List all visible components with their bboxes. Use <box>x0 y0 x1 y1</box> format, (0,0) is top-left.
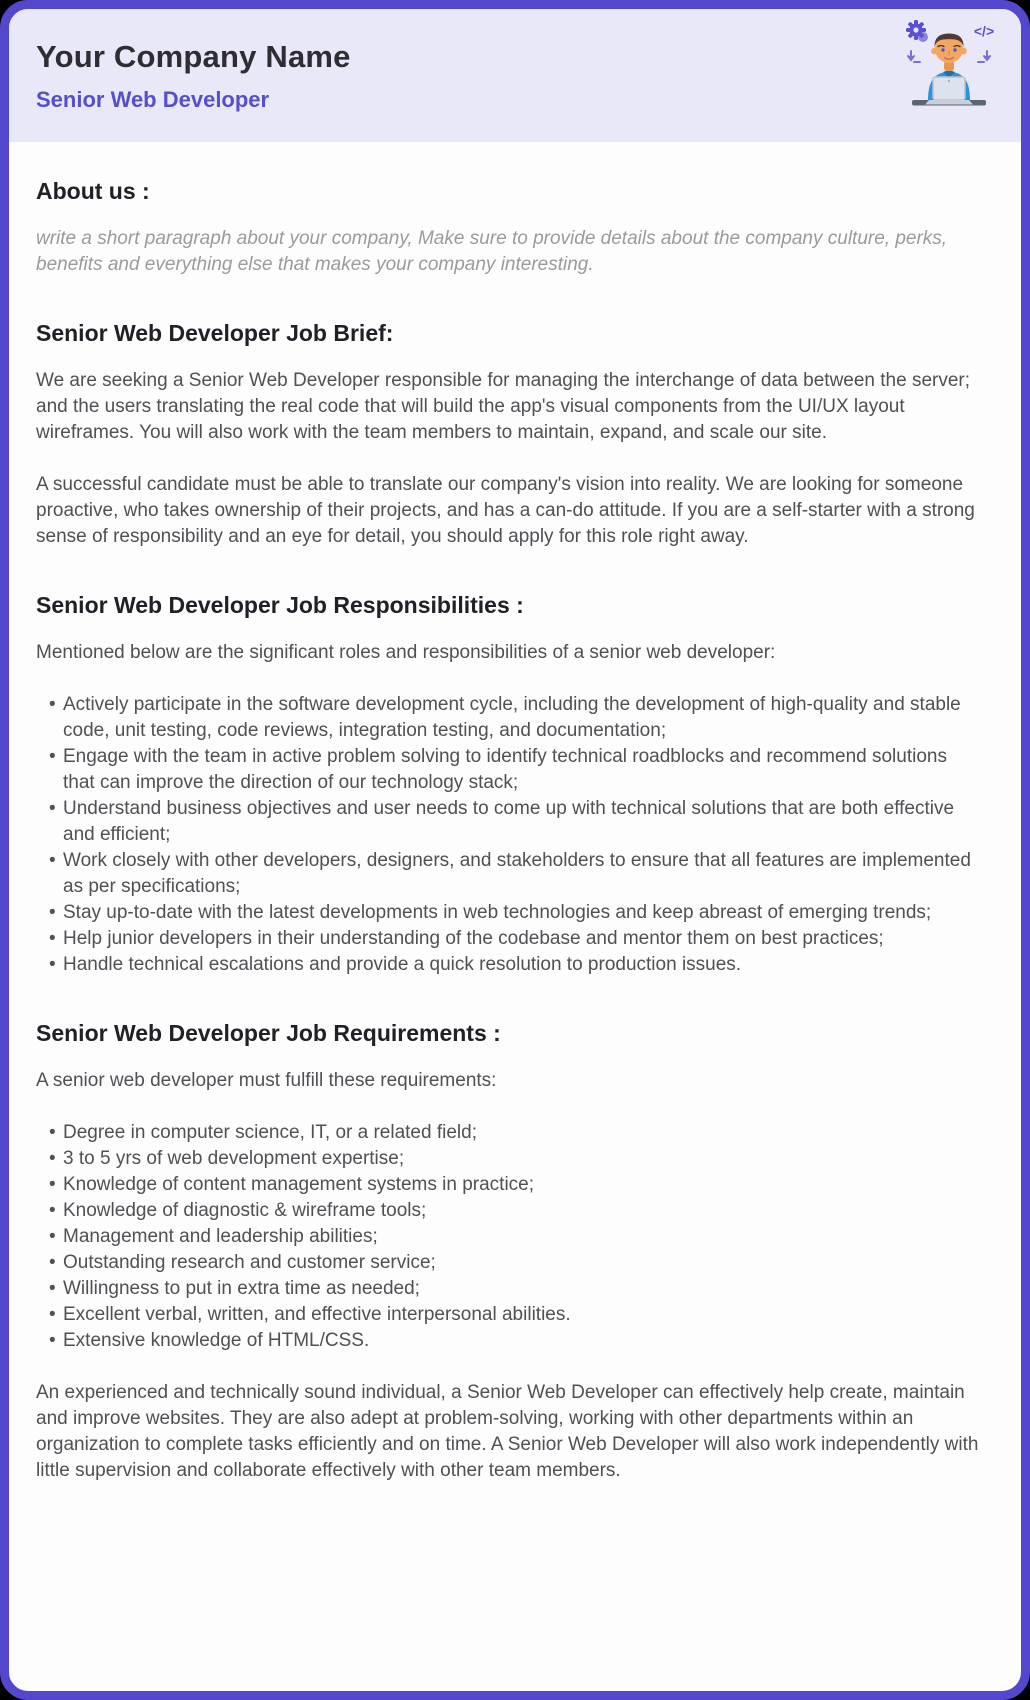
list-item: • Engage with the team in active problem solving to identify technical roadblocks and recommend solutions that can improve the direction of our technology stack; <box>36 744 979 796</box>
company-name: Your Company Name <box>36 39 351 74</box>
job-brief-heading: Senior Web Developer Job Brief: <box>36 320 394 346</box>
about-placeholder-text: write a short paragraph about your company, Make sure to provide details about the company culture, perks, benefits and everything else that makes your company interesting. <box>36 228 948 275</box>
list-item: • Understand business objectives and user needs to come up with technical solutions that are both effective and efficient; <box>36 796 979 848</box>
list-item: • Stay up-to-date with the latest developments in web technologies and keep abreast of emerging trends; <box>36 900 979 926</box>
list-item: • Work closely with other developers, designers, and stakeholders to ensure that all features are implemented as per specifications; <box>36 848 979 900</box>
responsibilities-intro: Mentioned below are the significant roles and responsibilities of a senior web developer: <box>36 642 776 663</box>
requirements-heading: Senior Web Developer Job Requirements : <box>36 1020 501 1046</box>
list-item: • Knowledge of diagnostic & wireframe tools; <box>36 1198 979 1224</box>
list-item: • Knowledge of content management systems in practice; <box>36 1172 979 1198</box>
job-brief-paragraph-2: A successful candidate must be able to translate our company's vision into reality. We are looking for someone proactive, who takes ownership of their projects, and has a can-do attitude. If you are a self-starter with a strong sense of responsibility and an eye for detail, you should apply for this role right away. <box>36 474 975 547</box>
about-heading: About us : <box>36 178 150 204</box>
job-title: Senior Web Developer <box>36 87 270 112</box>
list-item: • Outstanding research and customer service; <box>36 1250 979 1276</box>
header <box>9 9 1021 142</box>
responsibilities-heading: Senior Web Developer Job Responsibilities : <box>36 592 524 618</box>
svg-text:</>: </> <box>973 23 995 39</box>
requirements-intro: A senior web developer must fulfill these requirements: <box>36 1070 497 1091</box>
list-item: • Actively participate in the software development cycle, including the development of high-quality and stable code, unit testing, code reviews, integration testing, and documentation; <box>36 692 979 744</box>
developer-at-laptop-icon <box>899 15 999 115</box>
closing-paragraph: An experienced and technically sound individual, a Senior Web Developer can effectively help create, maintain and improve websites. They are also adept at problem-solving, working with other departments within an organization to complete tasks efficiently and on time. A Senior Web Developer will also work independently with little supervision and collaborate effectively with other team members. <box>36 1382 979 1481</box>
requirements-list <box>36 1120 979 1354</box>
job-brief-paragraph-1: We are seeking a Senior Web Developer responsible for managing the interchange of data between the server; and the users translating the real code that will build the app's visual components from the UI/UX layout wireframes. You will also work with the team members to maintain, expand, and scale our site. <box>36 370 971 443</box>
list-item: • Willingness to put in extra time as needed; <box>36 1276 979 1302</box>
list-item: • Extensive knowledge of HTML/CSS. <box>36 1328 979 1354</box>
document-body <box>9 142 1021 1484</box>
list-item: • Degree in computer science, IT, or a related field; <box>36 1120 979 1146</box>
list-item: • Handle technical escalations and provide a quick resolution to production issues. <box>36 952 979 978</box>
list-item: • Excellent verbal, written, and effective interpersonal abilities. <box>36 1302 979 1328</box>
list-item: • Help junior developers in their understanding of the codebase and mentor them on best practices; <box>36 926 979 952</box>
list-item: • 3 to 5 yrs of web development expertise; <box>36 1146 979 1172</box>
list-item: • Management and leadership abilities; <box>36 1224 979 1250</box>
responsibilities-list <box>36 692 979 978</box>
